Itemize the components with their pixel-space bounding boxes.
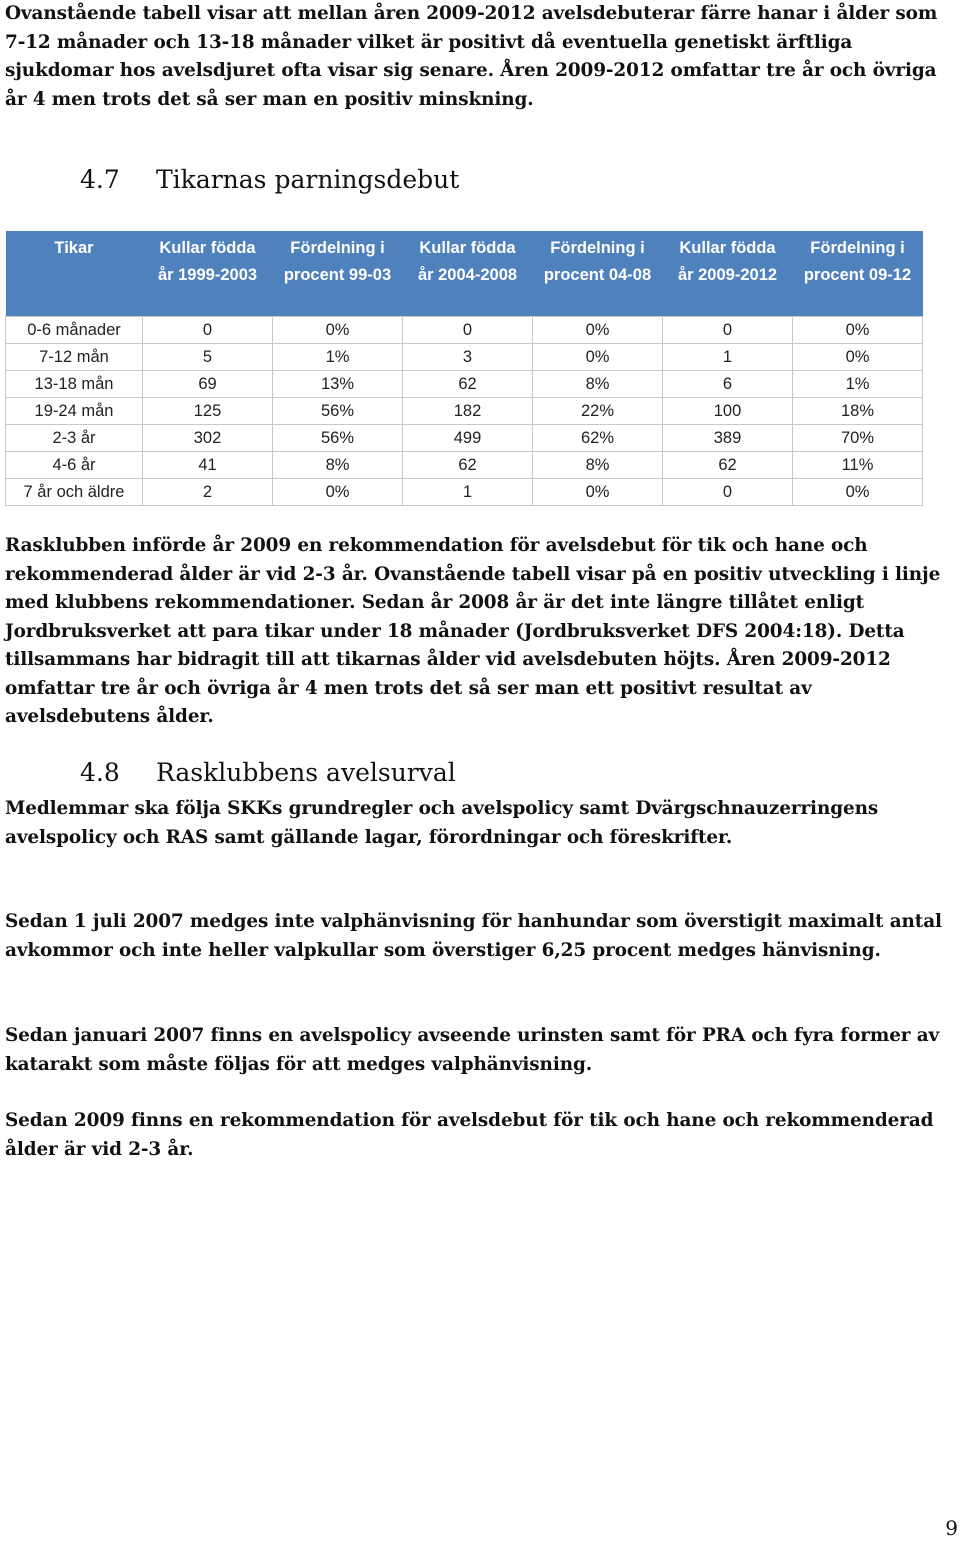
table-cell: 5 <box>143 344 273 371</box>
paragraph-rules: Medlemmar ska följa SKKs grundregler och avelspolicy samt Dvärgschnauzerringens avelspolicy och RAS samt gällande lagar, förordningar och föreskrifter. <box>5 798 879 848</box>
table-cell: 69 <box>143 371 273 398</box>
table-cell: 6 <box>663 371 793 398</box>
section-heading-4-7 <box>80 165 680 195</box>
table-cell: 0% <box>533 479 663 506</box>
table-cell: 56% <box>273 425 403 452</box>
table-cell: 302 <box>143 425 273 452</box>
table-cell: 0% <box>793 479 923 506</box>
page-number: 9 <box>945 1516 958 1540</box>
table-cell: 70% <box>793 425 923 452</box>
table-cell: 125 <box>143 398 273 425</box>
row-label-cell: 2-3 år <box>6 425 143 452</box>
table-row <box>6 398 923 425</box>
row-label-cell: 0-6 månader <box>6 317 143 344</box>
table-header-row <box>6 231 923 317</box>
table-header-cell: Kullar födda år 2009-2012 <box>663 231 793 317</box>
paragraph-after-table: Rasklubben införde år 2009 en rekommendation för avelsdebut för tik och hane och rekommenderad ålder är vid 2-3 år. Ovanstående tabell visar på en positiv utveckling i linje med klubbens rekommendationer. Sedan år 2008 år är det inte längre tillåtet enligt Jordbruksverket att para tikar under 18 månader (Jordbruksverket DFS 2004:18). Detta tillsammans har bidragit till att tikarnas ålder vid avelsdebuten höjts. Åren 2009-2012 omfattar tre år och övriga år 4 men trots det så ser man ett positivt resultat av avelsdebutens ålder. <box>5 535 941 727</box>
table-cell: 62 <box>403 452 533 479</box>
table-cell: 389 <box>663 425 793 452</box>
table-header-cell: Fördelning i procent 99-03 <box>273 231 403 317</box>
table-cell: 0% <box>533 317 663 344</box>
table-cell: 8% <box>533 452 663 479</box>
table-cell: 0% <box>793 344 923 371</box>
table-header-cell: Tikar <box>6 231 143 317</box>
paragraph-puppy-referral: Sedan 1 juli 2007 medges inte valphänvisning för hanhundar som överstigit maximalt antal avkommor och inte heller valpkullar som överstiger 6,25 procent medges hänvisning. <box>5 911 942 961</box>
table-cell: 499 <box>403 425 533 452</box>
table-cell: 0 <box>403 317 533 344</box>
table-cell: 62 <box>403 371 533 398</box>
table-cell: 0 <box>663 479 793 506</box>
table-cell: 1 <box>663 344 793 371</box>
table-cell: 0% <box>793 317 923 344</box>
table-cell: 0% <box>273 479 403 506</box>
table-row <box>6 425 923 452</box>
table-cell: 18% <box>793 398 923 425</box>
section-number: 4.8 <box>80 758 120 787</box>
table-cell: 0% <box>533 344 663 371</box>
table-cell: 182 <box>403 398 533 425</box>
table-row <box>6 479 923 506</box>
table-cell: 8% <box>533 371 663 398</box>
table-cell: 1 <box>403 479 533 506</box>
table-cell: 0 <box>663 317 793 344</box>
table-cell: 41 <box>143 452 273 479</box>
row-label-cell: 4-6 år <box>6 452 143 479</box>
breeding-debut-table <box>5 231 923 506</box>
section-title: Tikarnas parningsdebut <box>156 165 460 194</box>
table-cell: 1% <box>273 344 403 371</box>
table-cell: 0% <box>273 317 403 344</box>
table-row <box>6 317 923 344</box>
table-cell: 56% <box>273 398 403 425</box>
paragraph-recommendation: Sedan 2009 finns en rekommendation för avelsdebut för tik och hane och rekommenderad ålder är vid 2-3 år. <box>5 1110 934 1160</box>
table-cell: 13% <box>273 371 403 398</box>
section-number: 4.7 <box>80 165 120 194</box>
paragraph-breeding-policy: Sedan januari 2007 finns en avelspolicy avseende urinsten samt för PRA och fyra former av katarakt som måste följas för att medges valphänvisning. <box>5 1025 940 1075</box>
table-cell: 8% <box>273 452 403 479</box>
table-cell: 2 <box>143 479 273 506</box>
section-title: Rasklubbens avelsurval <box>156 758 456 787</box>
table-cell: 100 <box>663 398 793 425</box>
table-row <box>6 371 923 398</box>
table-cell: 0 <box>143 317 273 344</box>
table-header-cell: Fördelning i procent 09-12 <box>793 231 923 317</box>
table-row <box>6 344 923 371</box>
table-cell: 1% <box>793 371 923 398</box>
table-cell: 62 <box>663 452 793 479</box>
table-cell: 3 <box>403 344 533 371</box>
table-header-cell: Kullar födda år 1999-2003 <box>143 231 273 317</box>
table-header-cell: Kullar födda år 2004-2008 <box>403 231 533 317</box>
table-cell: 22% <box>533 398 663 425</box>
table-row <box>6 452 923 479</box>
row-label-cell: 7 år och äldre <box>6 479 143 506</box>
table-cell: 11% <box>793 452 923 479</box>
breeding-debut-table-image <box>5 231 923 503</box>
row-label-cell: 13-18 mån <box>6 371 143 398</box>
row-label-cell: 7-12 mån <box>6 344 143 371</box>
section-heading-4-8 <box>80 758 680 788</box>
row-label-cell: 19-24 mån <box>6 398 143 425</box>
intro-paragraph: Ovanstående tabell visar att mellan åren 2009-2012 avelsdebuterar färre hanar i ålder som 7-12 månader och 13-18 månader vilket är positivt då eventuella genetiskt ärftliga sjukdomar hos avelsdjuret ofta visar sig senare. Åren 2009-2012 omfattar tre år och övriga år 4 men trots det så ser man en positiv minskning. <box>5 3 938 110</box>
table-cell: 62% <box>533 425 663 452</box>
table-header-cell: Fördelning i procent 04-08 <box>533 231 663 317</box>
